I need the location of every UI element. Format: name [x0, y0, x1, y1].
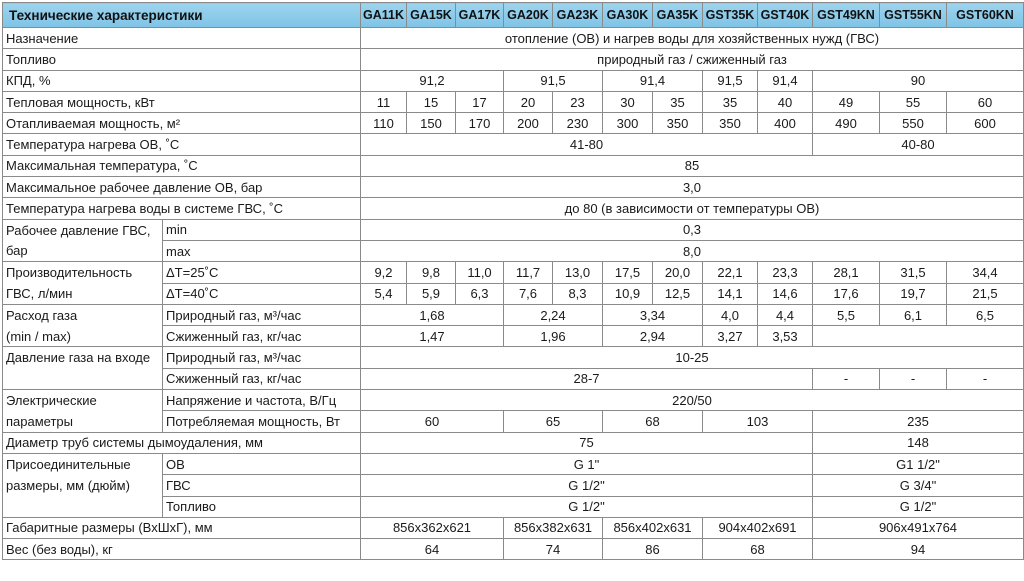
cell-value: до 80 (в зависимости от температуры ОВ) — [361, 198, 1024, 219]
table-row — [3, 283, 1024, 304]
cell-value: 35 — [703, 91, 758, 112]
row-label: Температура нагрева воды в системе ГВС, ˚С — [3, 198, 361, 219]
sub-label: Природный газ, м³/час — [163, 347, 361, 368]
cell-value: 22,1 — [703, 262, 758, 283]
cell-value: G1 1/2" — [813, 453, 1024, 474]
cell-value: 5,9 — [407, 283, 456, 304]
row-label — [3, 496, 163, 517]
cell-value: 490 — [813, 113, 880, 134]
cell-value: 49 — [813, 91, 880, 112]
cell-value: 220/50 — [361, 390, 1024, 411]
row-label: Температура нагрева ОВ, ˚С — [3, 134, 361, 155]
table-row — [3, 517, 1024, 538]
row-label: ГВС, л/мин — [3, 283, 163, 304]
cell-value: 110 — [361, 113, 407, 134]
row-label: бар — [3, 240, 163, 261]
cell-value: 400 — [758, 113, 813, 134]
table-row — [3, 49, 1024, 70]
table-row — [3, 304, 1024, 325]
model-header: GA35K — [653, 3, 703, 28]
sub-label: ΔТ=25˚С — [163, 262, 361, 283]
cell-value: 230 — [553, 113, 603, 134]
cell-value: 6,5 — [947, 304, 1024, 325]
cell-value: 40-80 — [813, 134, 1024, 155]
cell-value: 17,6 — [813, 283, 880, 304]
cell-value: 13,0 — [553, 262, 603, 283]
cell-value: 856x402x631 — [603, 517, 703, 538]
sub-label: max — [163, 240, 361, 261]
row-label: Давление газа на входе — [3, 347, 163, 368]
sub-label: ОВ — [163, 453, 361, 474]
cell-value: 91,4 — [758, 70, 813, 91]
cell-value: 856x382x631 — [504, 517, 603, 538]
cell-value: 68 — [703, 539, 813, 560]
table-row — [3, 134, 1024, 155]
model-header: GA30K — [603, 3, 653, 28]
cell-value: 1,47 — [361, 326, 504, 347]
sub-label: min — [163, 219, 361, 240]
cell-value: 6,3 — [456, 283, 504, 304]
cell-value: 23 — [553, 91, 603, 112]
table-title: Технические характеристики — [3, 3, 361, 28]
cell-value: 300 — [603, 113, 653, 134]
cell-value: 91,5 — [703, 70, 758, 91]
cell-value: 3,34 — [603, 304, 703, 325]
table-row — [3, 198, 1024, 219]
cell-value: G 1" — [361, 453, 813, 474]
cell-value: 3,0 — [361, 177, 1024, 198]
row-label: Отапливаемая мощность, м² — [3, 113, 361, 134]
cell-value: 11 — [361, 91, 407, 112]
row-label: (min / max) — [3, 326, 163, 347]
model-header: GA23K — [553, 3, 603, 28]
table-row — [3, 368, 1024, 389]
cell-value: 40 — [758, 91, 813, 112]
table-row — [3, 219, 1024, 240]
table-row — [3, 155, 1024, 176]
cell-value: 5,4 — [361, 283, 407, 304]
cell-value: 235 — [813, 411, 1024, 432]
cell-value: 14,1 — [703, 283, 758, 304]
row-label: Рабочее давление ГВС, — [3, 219, 163, 240]
row-label — [3, 368, 163, 389]
table-row — [3, 28, 1024, 49]
sub-label: Топливо — [163, 496, 361, 517]
cell-value: 8,3 — [553, 283, 603, 304]
cell-value: - — [947, 368, 1024, 389]
cell-value: 41-80 — [361, 134, 813, 155]
cell-value: 10-25 — [361, 347, 1024, 368]
cell-value: 11,7 — [504, 262, 553, 283]
table-row — [3, 91, 1024, 112]
model-header: GA15K — [407, 3, 456, 28]
row-label: Вес (без воды), кг — [3, 539, 361, 560]
cell-value: 600 — [947, 113, 1024, 134]
cell-value: 3,53 — [758, 326, 813, 347]
cell-value: 856x362x621 — [361, 517, 504, 538]
cell-value: 91,5 — [504, 70, 603, 91]
model-header: GST35K — [703, 3, 758, 28]
cell-value: 23,3 — [758, 262, 813, 283]
model-header: GA17K — [456, 3, 504, 28]
table-row — [3, 539, 1024, 560]
cell-value: 2,24 — [504, 304, 603, 325]
cell-value: 20,0 — [653, 262, 703, 283]
cell-value: 8,0 — [361, 240, 1024, 261]
row-label: Диаметр труб системы дымоудаления, мм — [3, 432, 361, 453]
row-label: размеры, мм (дюйм) — [3, 475, 163, 496]
table-row — [3, 347, 1024, 368]
model-header: GST60KN — [947, 3, 1024, 28]
cell-value: 55 — [880, 91, 947, 112]
model-header: GST49KN — [813, 3, 880, 28]
model-header: GST40K — [758, 3, 813, 28]
model-header: GA20K — [504, 3, 553, 28]
cell-value: 11,0 — [456, 262, 504, 283]
cell-value: 17,5 — [603, 262, 653, 283]
cell-value: 28,1 — [813, 262, 880, 283]
cell-value: 148 — [813, 432, 1024, 453]
table-row — [3, 262, 1024, 283]
cell-value: 85 — [361, 155, 1024, 176]
cell-value: 65 — [504, 411, 603, 432]
cell-value: 86 — [603, 539, 703, 560]
row-label: Производительность — [3, 262, 163, 283]
cell-value: 19,7 — [880, 283, 947, 304]
cell-value: 12,5 — [653, 283, 703, 304]
row-label: Назначение — [3, 28, 361, 49]
cell-value: 170 — [456, 113, 504, 134]
row-label: Максимальное рабочее давление ОВ, бар — [3, 177, 361, 198]
cell-value: - — [880, 368, 947, 389]
cell-value — [813, 326, 1024, 347]
row-label: Расход газа — [3, 304, 163, 325]
row-label: Электрические — [3, 390, 163, 411]
sub-label: ΔТ=40˚С — [163, 283, 361, 304]
cell-value: 31,5 — [880, 262, 947, 283]
cell-value: 2,94 — [603, 326, 703, 347]
cell-value: 60 — [947, 91, 1024, 112]
table-row — [3, 177, 1024, 198]
row-label: Габаритные размеры (ВхШхГ), мм — [3, 517, 361, 538]
row-label: Тепловая мощность, кВт — [3, 91, 361, 112]
cell-value: 7,6 — [504, 283, 553, 304]
cell-value: 15 — [407, 91, 456, 112]
cell-value: 30 — [603, 91, 653, 112]
cell-value: 34,4 — [947, 262, 1024, 283]
sub-label: ГВС — [163, 475, 361, 496]
sub-label: Сжиженный газ, кг/час — [163, 326, 361, 347]
cell-value: G 1/2" — [813, 496, 1024, 517]
cell-value: 350 — [653, 113, 703, 134]
table-row — [3, 390, 1024, 411]
table-row — [3, 432, 1024, 453]
model-header: GST55KN — [880, 3, 947, 28]
row-label: Максимальная температура, ˚С — [3, 155, 361, 176]
cell-value: 6,1 — [880, 304, 947, 325]
row-label: Присоединительные — [3, 453, 163, 474]
table-row — [3, 475, 1024, 496]
specs-table — [2, 2, 1024, 560]
cell-value: 35 — [653, 91, 703, 112]
table-row — [3, 326, 1024, 347]
cell-value: 550 — [880, 113, 947, 134]
cell-value: 4,0 — [703, 304, 758, 325]
cell-value: 91,2 — [361, 70, 504, 91]
cell-value: 68 — [603, 411, 703, 432]
row-label: КПД, % — [3, 70, 361, 91]
cell-value: 103 — [703, 411, 813, 432]
cell-value: 21,5 — [947, 283, 1024, 304]
sub-label: Напряжение и частота, В/Гц — [163, 390, 361, 411]
table-row — [3, 453, 1024, 474]
cell-value: 200 — [504, 113, 553, 134]
model-header: GA11K — [361, 3, 407, 28]
cell-value: 60 — [361, 411, 504, 432]
sub-label: Сжиженный газ, кг/час — [163, 368, 361, 389]
cell-value: 1,68 — [361, 304, 504, 325]
table-row — [3, 411, 1024, 432]
cell-value: 9,2 — [361, 262, 407, 283]
cell-value: 904x402x691 — [703, 517, 813, 538]
cell-value: G 1/2" — [361, 496, 813, 517]
cell-value: 5,5 — [813, 304, 880, 325]
cell-value: G 1/2" — [361, 475, 813, 496]
cell-value: 91,4 — [603, 70, 703, 91]
table-row — [3, 240, 1024, 261]
cell-value: 3,27 — [703, 326, 758, 347]
cell-value: 14,6 — [758, 283, 813, 304]
table-row — [3, 70, 1024, 91]
sub-label: Потребляемая мощность, Вт — [163, 411, 361, 432]
cell-value: 0,3 — [361, 219, 1024, 240]
cell-value: 64 — [361, 539, 504, 560]
cell-value: отопление (ОВ) и нагрев воды для хозяйственных нужд (ГВС) — [361, 28, 1024, 49]
header-row — [3, 3, 1024, 28]
cell-value: 20 — [504, 91, 553, 112]
cell-value: - — [813, 368, 880, 389]
cell-value: 75 — [361, 432, 813, 453]
cell-value: 9,8 — [407, 262, 456, 283]
cell-value: 17 — [456, 91, 504, 112]
cell-value: 1,96 — [504, 326, 603, 347]
cell-value: 90 — [813, 70, 1024, 91]
row-label: параметры — [3, 411, 163, 432]
cell-value: 150 — [407, 113, 456, 134]
cell-value: 10,9 — [603, 283, 653, 304]
cell-value: природный газ / сжиженный газ — [361, 49, 1024, 70]
table-row — [3, 113, 1024, 134]
cell-value: 350 — [703, 113, 758, 134]
table-row — [3, 496, 1024, 517]
cell-value: 94 — [813, 539, 1024, 560]
cell-value: 28-7 — [361, 368, 813, 389]
sub-label: Природный газ, м³/час — [163, 304, 361, 325]
cell-value: 4,4 — [758, 304, 813, 325]
cell-value: 74 — [504, 539, 603, 560]
cell-value: G 3/4" — [813, 475, 1024, 496]
row-label: Топливо — [3, 49, 361, 70]
cell-value: 906x491x764 — [813, 517, 1024, 538]
